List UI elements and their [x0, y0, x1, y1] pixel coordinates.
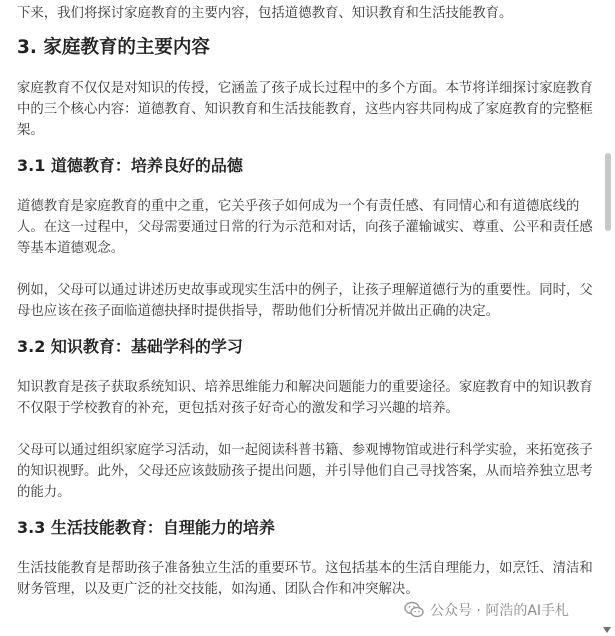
section-3-1-paragraph-2: 例如，父母可以通过讲述历史故事或现实生活中的例子，让孩子理解道德行为的重要性。同时，父母也应该在孩子面临道德抉择时提供指导，帮助他们分析情况并做出正确的决定。 [17, 283, 593, 319]
section-3-2-heading: 3.2 知识教育：基础学科的学习 [17, 337, 243, 356]
section-3-2-paragraph-1: 知识教育是孩子获取系统知识、培养思维能力和解决问题能力的重要途径。家庭教育中的知识教育不仅限于学校教育的补充，更包括对孩子好奇心的激发和学习兴趣的培养。 [17, 380, 593, 416]
section-3-3-paragraph-1: 生活技能教育是帮助孩子准备独立生活的重要环节。这包括基本的生活自理能力，如烹饪、清洁和财务管理，以及更广泛的社交技能，如沟通、团队合作和冲突解决。 [17, 561, 593, 597]
section-3-3-heading: 3.3 生活技能教育：自理能力的培养 [17, 518, 275, 537]
section-3-2-paragraph-2: 父母可以通过组织家庭学习活动，如一起阅读科普书籍、参观博物馆或进行科学实验，来拓宽孩子的知识视野。此外，父母还应该鼓励孩子提出问题，并引导他们自己寻找答案，从而培养独立思考的能力。 [17, 443, 593, 500]
watermark [400, 598, 573, 622]
section-3-1-paragraph-1: 道德教育是家庭教育的重中之重，它关乎孩子如何成为一个有责任感、有同情心和有道德底线的人。在这一过程中，父母需要通过日常的行为示范和对话，向孩子灌输诚实、尊重、公平和责任感等基本道德观念。 [17, 199, 593, 256]
section-3-paragraph: 家庭教育不仅仅是对知识的传授，它涵盖了孩子成长过程中的多个方面。本节将详细探讨家庭教育中的三个核心内容：道德教育、知识教育和生活技能教育，这些内容共同构成了家庭教育的完整框架。 [17, 81, 593, 138]
section-3-heading: 3. 家庭教育的主要内容 [17, 37, 210, 58]
scrollbar-thumb[interactable] [605, 153, 611, 231]
intro-paragraph: 下来，我们将探讨家庭教育的主要内容，包括道德教育、知识教育和生活技能教育。 [17, 6, 513, 21]
section-3-1-heading: 3.1 道德教育：培养良好的品德 [17, 156, 243, 175]
wechat-icon [404, 601, 424, 619]
vertical-scrollbar[interactable] [601, 0, 615, 636]
scroll-down-arrow-icon[interactable] [603, 627, 611, 633]
article-body [17, 0, 599, 600]
watermark-text: 公众号 · 阿浩的AI手札 [430, 603, 570, 619]
